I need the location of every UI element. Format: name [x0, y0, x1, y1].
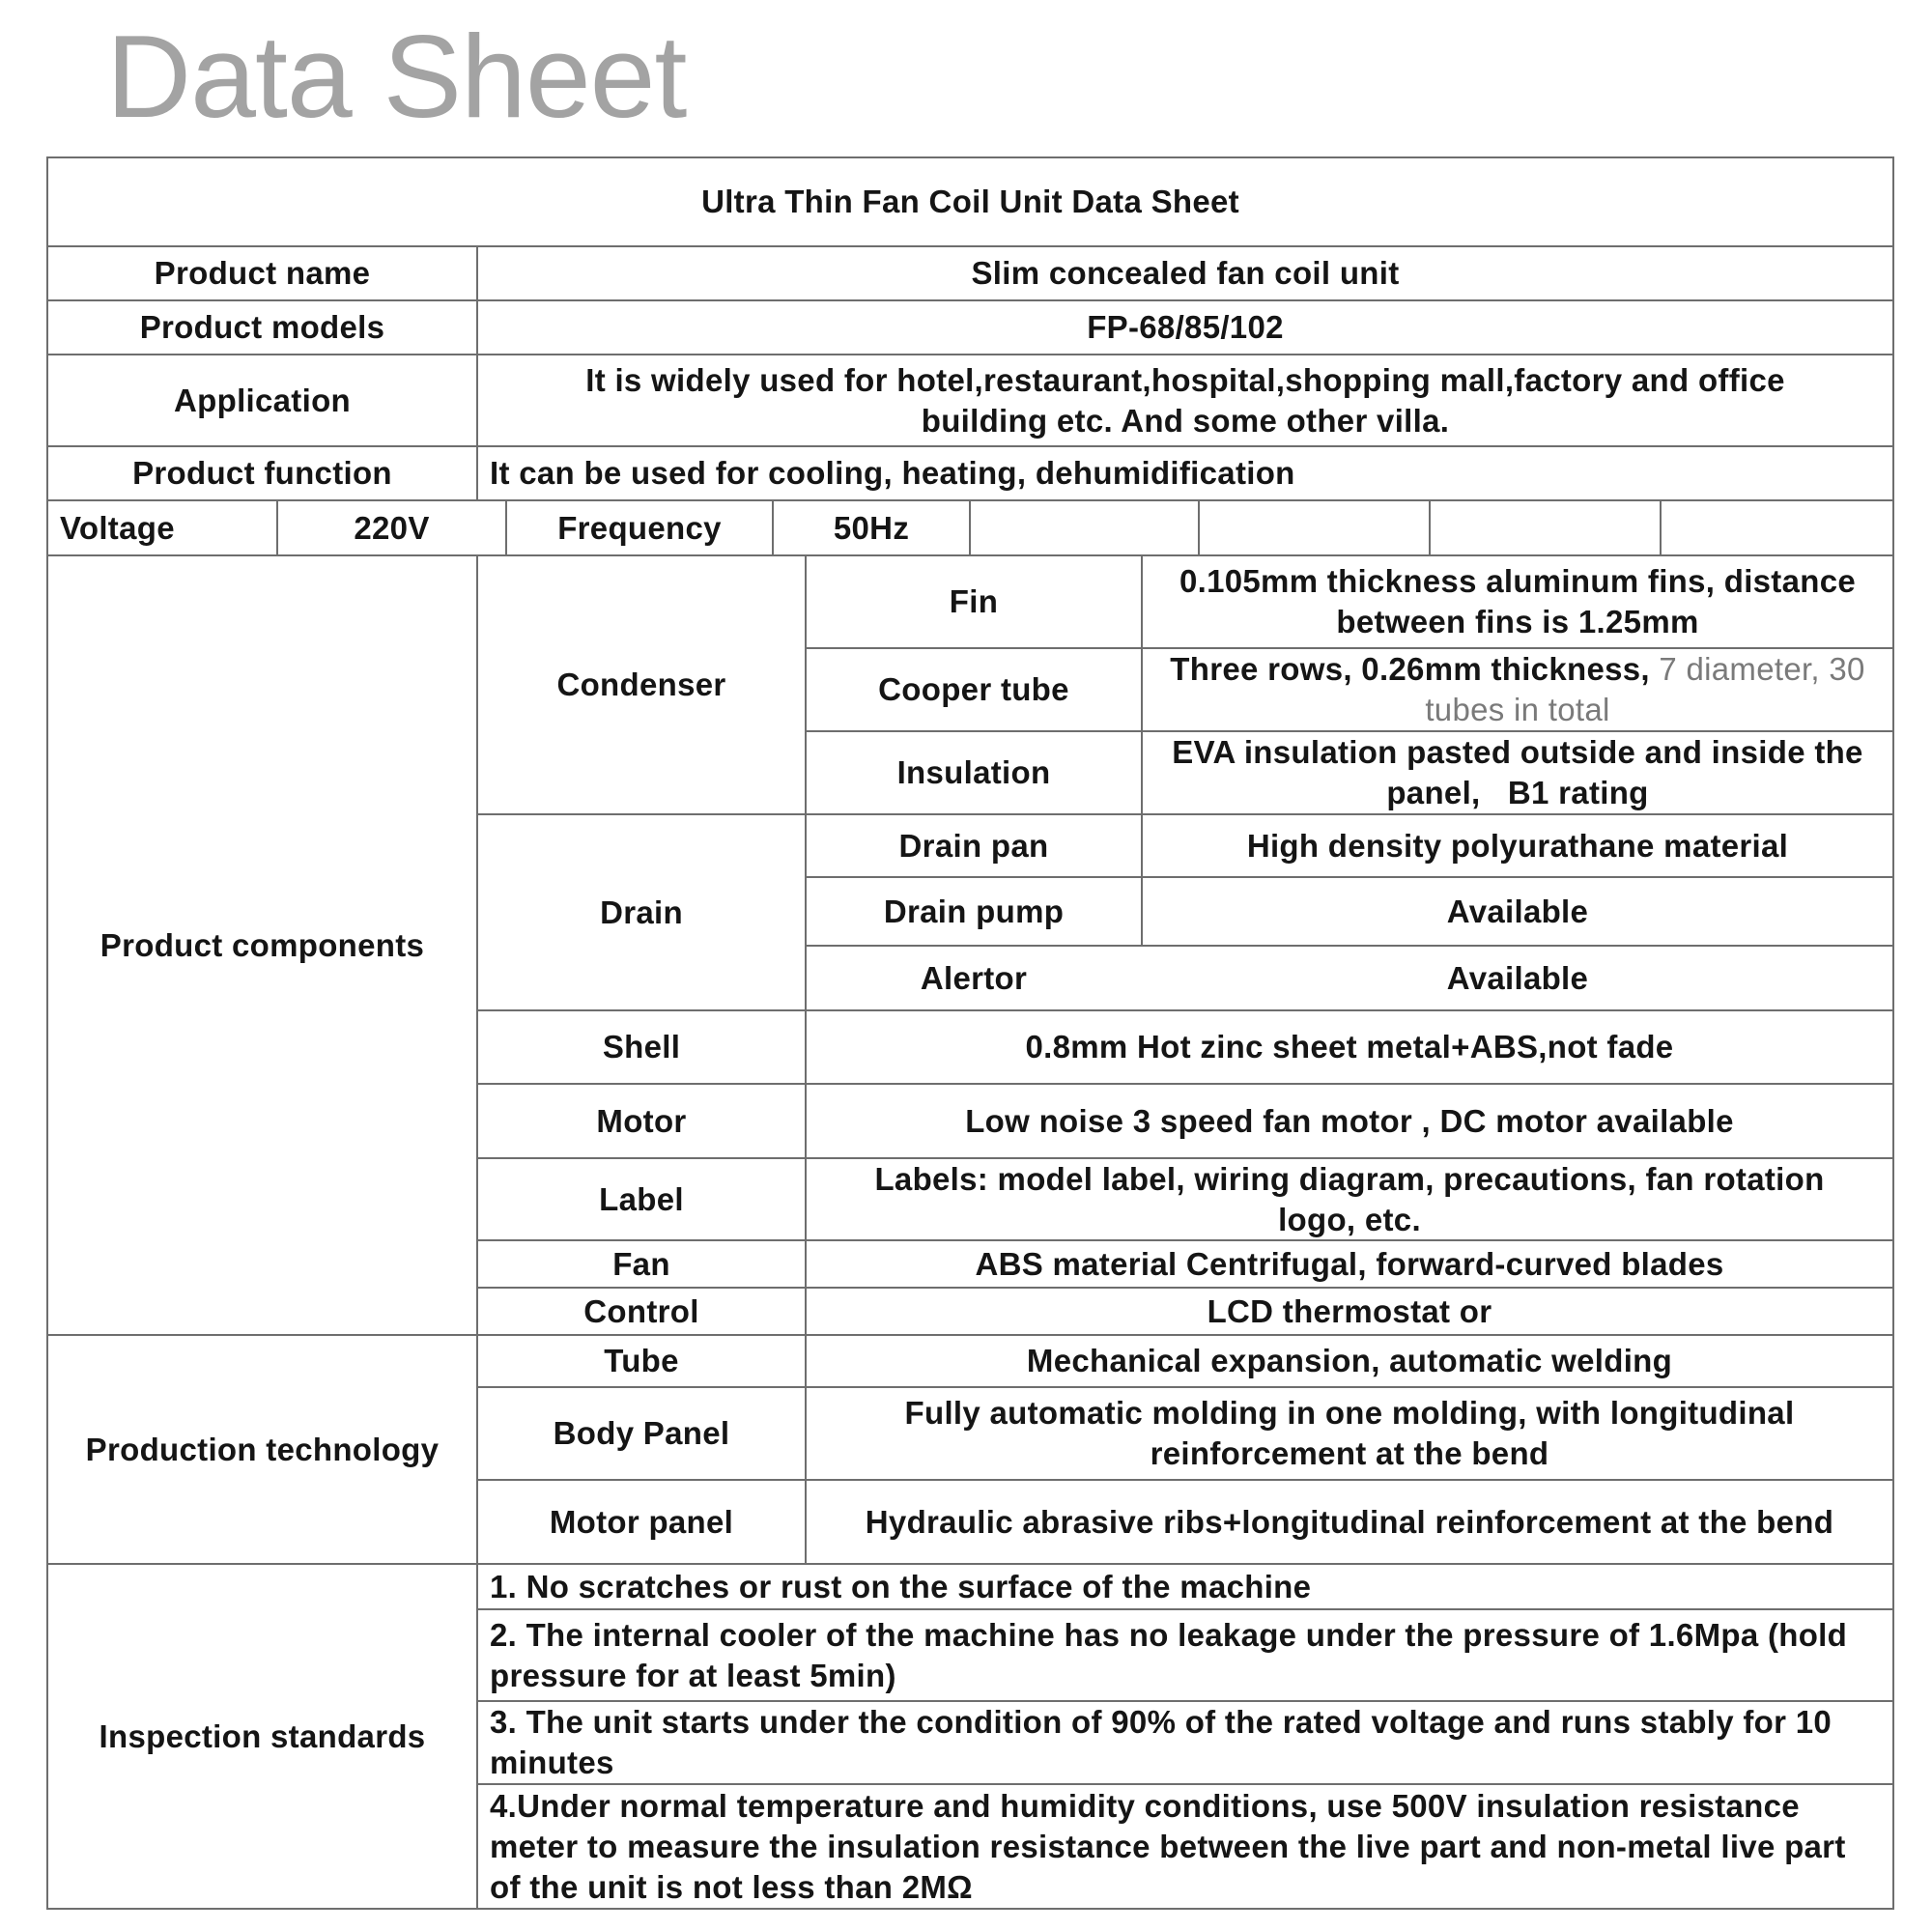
col-divider — [969, 499, 971, 555]
body-panel-value: Fully automatic molding in one molding, with longitudinal reinforcement at the bend — [904, 1395, 1795, 1471]
alertor-value: Available — [1446, 959, 1589, 996]
drain-label: Drain — [600, 894, 683, 930]
insulation-value: EVA insulation pasted outside and inside the panel, B1 rating — [1172, 734, 1863, 810]
drain-pan-value: High density polyurathane material — [1246, 827, 1789, 864]
frequency-label: Frequency — [557, 509, 722, 546]
fan-label: Fan — [612, 1245, 670, 1282]
fan-value: ABS material Centrifugal, forward-curved blades — [975, 1245, 1724, 1282]
inspection-item: 4.Under normal temperature and humidity conditions, use 500V insulation resistance meter to measure the insulation resistance between the live part and non-metal live part of the unit is not less than 2MΩ — [490, 1787, 1846, 1905]
inspection-item: 1. No scratches or rust on the surface of the machine — [490, 1568, 1312, 1604]
col-divider — [1429, 499, 1431, 555]
drain-pan-label: Drain pan — [898, 827, 1049, 864]
body-panel-label: Body Panel — [553, 1415, 730, 1451]
alertor-label: Alertor — [920, 959, 1028, 996]
drain-pump-label: Drain pump — [883, 893, 1065, 929]
product-models-value: FP-68/85/102 — [1087, 309, 1284, 345]
condenser-label: Condenser — [556, 667, 726, 702]
motor-label: Motor — [596, 1102, 687, 1139]
inspection-item: 3. The unit starts under the condition of 90% of the rated voltage and runs stably for 10 minutes — [490, 1704, 1833, 1780]
application-value: It is widely used for hotel,restaurant,hospital,shopping mall,factory and office building etc. And some other villa. — [585, 361, 1785, 439]
tube-label: Tube — [604, 1343, 679, 1378]
cooper-tube-label: Cooper tube — [878, 671, 1069, 707]
insulation-label: Insulation — [896, 754, 1051, 790]
voltage-value: 220V — [354, 509, 430, 546]
table-title: Ultra Thin Fan Coil Unit Data Sheet — [701, 184, 1239, 219]
motor-panel-value: Hydraulic abrasive ribs+longitudinal reinforcement at the bend — [865, 1503, 1834, 1540]
shell-value: 0.8mm Hot zinc sheet metal+ABS,not fade — [1025, 1029, 1674, 1064]
product-components-label: Product components — [99, 926, 425, 963]
inspection-item: 2. The internal cooler of the machine has no leakage under the pressure of 1.6Mpa (hold pressure for at least 5min) — [490, 1616, 1848, 1693]
table-border-right — [1892, 156, 1894, 1910]
control-label: Control — [583, 1292, 699, 1329]
label-item-value: Labels: model label, wiring diagram, precautions, fan rotation logo, etc. — [874, 1160, 1825, 1237]
product-function-label: Product function — [132, 455, 392, 491]
motor-panel-label: Motor panel — [549, 1503, 734, 1540]
cooper-tube-value-gray: 7 diameter, 30 tubes in total — [1425, 651, 1865, 727]
label-item-label: Label — [599, 1180, 684, 1217]
frequency-value: 50Hz — [833, 509, 910, 546]
control-value: LCD thermostat or — [1207, 1292, 1492, 1329]
drain-pump-value: Available — [1446, 893, 1589, 929]
inspection-standards-label: Inspection standards — [99, 1717, 426, 1754]
fin-value: 0.105mm thickness aluminum fins, distance between fins is 1.25mm — [1179, 563, 1857, 639]
shell-label: Shell — [602, 1029, 681, 1064]
product-name-value: Slim concealed fan coil unit — [971, 255, 1400, 291]
page-title: Data Sheet — [106, 11, 687, 142]
fin-label: Fin — [949, 583, 999, 619]
production-technology-label: Production technology — [85, 1431, 440, 1467]
product-function-value: It can be used for cooling, heating, dehumidification — [490, 455, 1295, 491]
table-border-bottom — [46, 1908, 1894, 1910]
tube-value: Mechanical expansion, automatic welding — [1026, 1343, 1673, 1378]
motor-value: Low noise 3 speed fan motor , DC motor available — [965, 1102, 1734, 1139]
cooper-tube-value-bold: Three rows, 0.26mm thickness, — [1170, 651, 1650, 687]
product-models-label: Product models — [139, 309, 385, 345]
col-divider — [1660, 499, 1662, 555]
col-divider — [1198, 499, 1200, 555]
application-label: Application — [174, 382, 351, 418]
cooper-tube-value — [1143, 649, 1892, 730]
product-name-label: Product name — [154, 255, 371, 291]
voltage-label: Voltage — [60, 509, 175, 546]
